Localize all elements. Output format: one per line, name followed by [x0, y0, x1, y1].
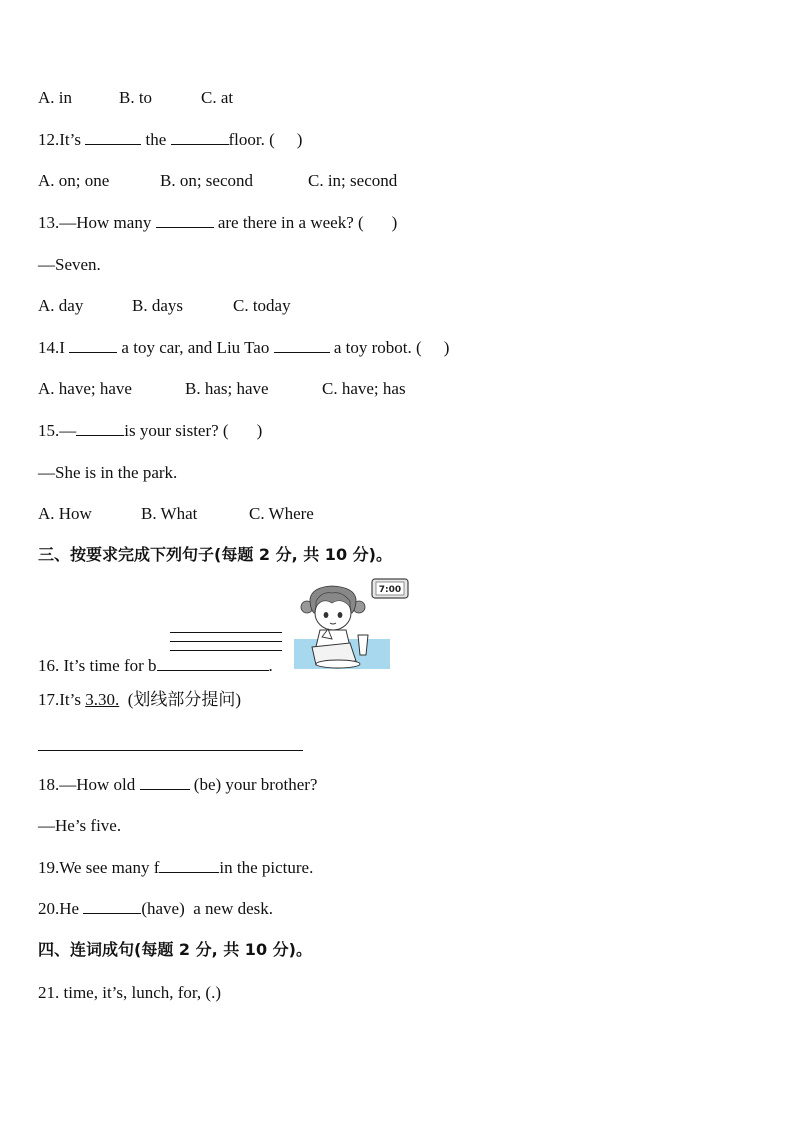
- q15-text-2: is your sister? (: [124, 421, 229, 440]
- q12-option-b: B. on; second: [160, 171, 254, 190]
- q18-number: 18.: [38, 775, 60, 794]
- q13-options: [38, 296, 291, 316]
- q12-text-4: ): [296, 130, 303, 149]
- q16-writing-line-1[interactable]: [170, 632, 282, 633]
- q12-blank-2[interactable]: [171, 130, 229, 145]
- q15-option-c: C. Where: [249, 504, 314, 523]
- q17-text-2: (划线部分提问): [119, 690, 242, 709]
- q11-option-a: A. in: [38, 88, 72, 107]
- q16-writing-line-3[interactable]: [170, 650, 282, 651]
- q20-blank[interactable]: [83, 899, 141, 914]
- q14-blank-1[interactable]: [69, 338, 117, 353]
- q14-text-1: I: [59, 338, 70, 357]
- q13-text-2: are there in a week? (: [217, 213, 364, 232]
- q15-option-b: B. What: [141, 504, 198, 523]
- plate-icon: [316, 660, 360, 668]
- question-12: [38, 130, 302, 150]
- q12-text-1: It’s: [59, 130, 86, 149]
- q15-text-1: —: [59, 421, 77, 440]
- q13-option-b: B. days: [132, 296, 183, 315]
- question-19: [38, 858, 313, 878]
- q13-blank[interactable]: [156, 213, 214, 228]
- q17-underlined-time: 3.30.: [85, 690, 120, 709]
- q21-text-1: time, it’s, lunch, for, (.): [59, 983, 221, 1002]
- q13-option-a: A. day: [38, 296, 84, 315]
- q12-text-3: floor. (: [228, 130, 275, 149]
- q13-text-1: —How many: [59, 213, 156, 232]
- q15-option-a: A. How: [38, 504, 92, 523]
- q20-text-1: He: [59, 899, 84, 918]
- question-14: [38, 338, 449, 358]
- q12-options: [38, 171, 397, 191]
- q18-text-1: —How old: [59, 775, 140, 794]
- q11-options: [38, 88, 233, 108]
- q14-option-b: B. has; have: [185, 379, 269, 398]
- section-3-title: 三、按要求完成下列句子(每题 2 分, 共 10 分)。: [38, 545, 392, 564]
- q12-option-c: C. in; second: [308, 171, 398, 190]
- glass-icon: [358, 635, 368, 655]
- q11-option-c: C. at: [201, 88, 234, 107]
- q16-number: 16.: [38, 656, 60, 675]
- q17-number: 17.: [38, 690, 60, 709]
- q13-number: 13.: [38, 213, 60, 232]
- q12-number: 12.: [38, 130, 60, 149]
- q15-number: 15.: [38, 421, 60, 440]
- question-20: [38, 899, 273, 919]
- q17-answer-line[interactable]: [38, 750, 303, 751]
- q13-text-3: ): [391, 213, 398, 232]
- q13-answer: —Seven.: [38, 255, 101, 274]
- q12-text-2: the: [145, 130, 171, 149]
- q15-answer: —She is in the park.: [38, 463, 178, 482]
- breakfast-girl-picture: [292, 577, 412, 671]
- question-17: [38, 690, 241, 710]
- q14-text-2: a toy car, and Liu Tao: [121, 338, 274, 357]
- q12-blank-1[interactable]: [85, 130, 141, 145]
- q16-blank[interactable]: [157, 656, 269, 671]
- q19-text-1: We see many f: [59, 858, 160, 877]
- q18-blank[interactable]: [140, 775, 190, 790]
- question-16: [38, 656, 273, 676]
- q14-number: 14.: [38, 338, 60, 357]
- q14-options: [38, 379, 406, 399]
- question-13: [38, 213, 397, 233]
- q14-option-a: A. have; have: [38, 379, 132, 398]
- question-18: [38, 775, 317, 795]
- question-15: [38, 421, 262, 441]
- q20-number: 20.: [38, 899, 60, 918]
- clock-time: 7:00: [378, 585, 402, 595]
- q16-writing-line-2[interactable]: [170, 641, 282, 642]
- q15-text-3: ): [256, 421, 263, 440]
- q19-text-2: in the picture.: [219, 858, 314, 877]
- q15-blank[interactable]: [76, 421, 124, 436]
- q17-text-1: It’s: [59, 690, 86, 709]
- q14-blank-2[interactable]: [274, 338, 330, 353]
- q18-answer: —He’s five.: [38, 816, 122, 835]
- q14-option-c: C. have; has: [322, 379, 406, 398]
- q13-option-c: C. today: [233, 296, 291, 315]
- q15-options: [38, 504, 314, 524]
- q20-text-2: (have) a new desk.: [141, 899, 274, 918]
- section-4-title: 四、连词成句(每题 2 分, 共 10 分)。: [38, 940, 312, 959]
- q14-text-4: ): [443, 338, 450, 357]
- q16-text-2: .: [268, 656, 273, 675]
- question-21: [38, 983, 221, 1003]
- q14-text-3: a toy robot. (: [333, 338, 422, 357]
- q11-option-b: B. to: [119, 88, 153, 107]
- q21-number: 21.: [38, 983, 60, 1002]
- q12-option-a: A. on; one: [38, 171, 110, 190]
- q16-text-1: It’s time for b: [59, 656, 157, 675]
- q19-blank[interactable]: [159, 858, 219, 873]
- q18-text-2: (be) your brother?: [189, 775, 318, 794]
- q19-number: 19.: [38, 858, 60, 877]
